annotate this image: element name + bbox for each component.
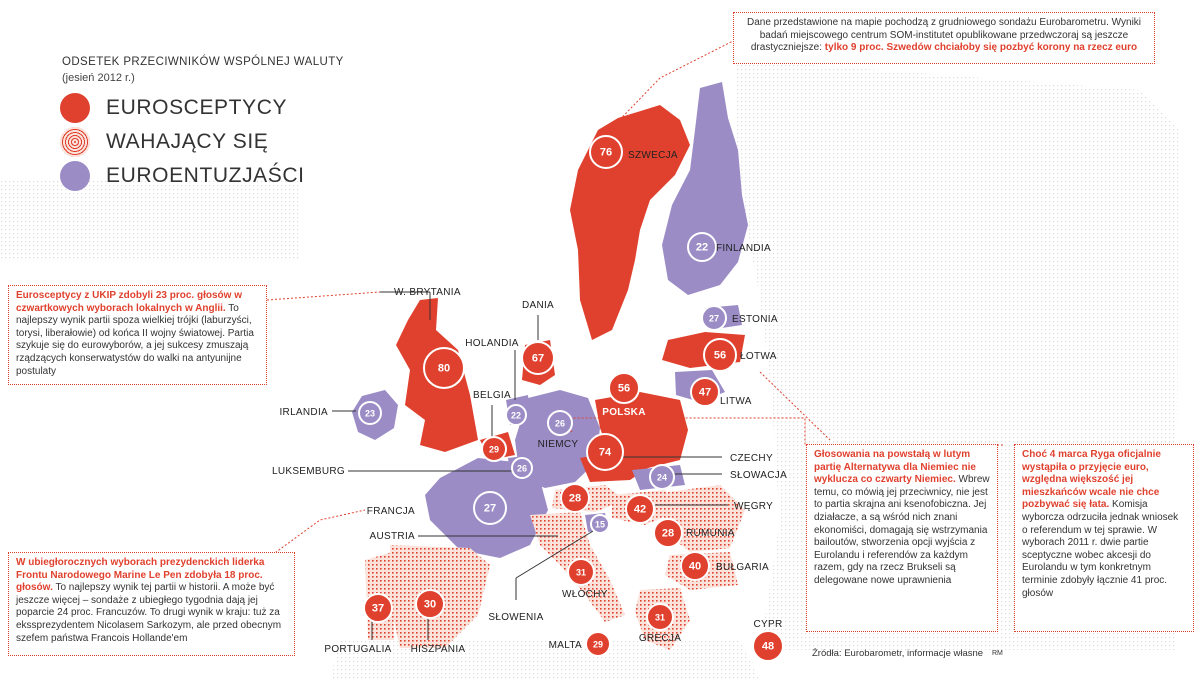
label-portugalia: PORTUGALIA xyxy=(324,644,392,655)
fr-note-highlight: W ubiegłorocznych wyborach prezydenckich liderka Frontu Narodowego Marine Le Pen zdobyła 18 proc. głosów. xyxy=(16,557,265,594)
uk-note-box xyxy=(8,285,267,385)
lv-note-box xyxy=(1014,444,1194,632)
fr-note-box xyxy=(8,552,295,656)
value-irlandia: 23 xyxy=(364,408,376,419)
value-finlandia: 22 xyxy=(695,241,709,254)
fr-note-text: To najlepszy wynik tej partii w historii. A może być jeszcze więcej – sondaże z ubiegłego tygodnia dają jej poparcie 24 proc. Francuzów. To drugi wynik w kraju: tuż za ekssprezydentem Nicolasem Sarkozym, ale przed obecnym szefem państwa Francois Hollande'em xyxy=(16,582,282,644)
de-note-box xyxy=(806,444,998,632)
legend-title: ODSETEK PRZECIWNIKÓW WSPÓLNEJ WALUTY xyxy=(62,56,344,68)
value-łotwa: 56 xyxy=(713,349,727,362)
legend-subtitle: (jesień 2012 r.) xyxy=(62,72,135,84)
legend-swatch-sceptic xyxy=(60,93,90,123)
legend-label-hesitant: WAHAJĄCY SIĘ xyxy=(106,130,269,153)
value-hiszpania: 30 xyxy=(423,598,437,611)
label-bułgaria: BUŁGARIA xyxy=(716,562,769,573)
top-note-highlight: tylko 9 proc. Szwedów chciałoby się pozbyć korony na rzecz euro xyxy=(824,42,1138,54)
de-note-text: Wbrew temu, co mówią jej przeciwnicy, nie jest to partia skrajna ani ksenofobiczna. Jej działacze, a są wśród nich znani ekonomiści, domagają się wstrzymania bailoutów, stworzenia opcji wyjścia z Eurolandu i referendów za każdym razem, gdy na rzecz Brukseli są delegowane nowe uprawnienia xyxy=(814,474,990,586)
label-malta: MALTA xyxy=(548,640,582,651)
lv-note-highlight: Choć 4 marca Ryga oficjalnie wystąpiła o przyjęcie euro, względna większość jej mieszkańców wcale nie chce pozbywać się łata. xyxy=(1022,449,1161,511)
label-cypr: CYPR xyxy=(753,619,783,630)
value-węgry: 42 xyxy=(633,503,647,516)
label-litwa: LITWA xyxy=(720,396,752,407)
label-luksemburg: LUKSEMBURG xyxy=(271,466,345,477)
label-polska: POLSKA xyxy=(602,407,646,418)
top-note-text: Dane przedstawione na mapie pochodzą z grudniowego sondażu Eurobarometru. Wyniki badań miejscowego centrum SOM-institutet opublikowane przedwczoraj są jeszcze drastyczniejsze: xyxy=(746,17,1142,54)
value-francja: 27 xyxy=(483,502,497,515)
value-portugalia: 37 xyxy=(371,602,385,615)
label-niemcy: NIEMCY xyxy=(537,439,579,450)
value-estonia: 27 xyxy=(708,313,720,324)
value-litwa: 47 xyxy=(698,386,712,399)
value-rumunia: 28 xyxy=(661,527,675,540)
legend-item-enthusiast xyxy=(60,161,305,191)
label-finlandia: FINLANDIA xyxy=(716,243,771,254)
label-szwecja: SZWECJA xyxy=(628,150,678,161)
value-słowacja: 24 xyxy=(656,472,668,483)
legend-swatch-enthusiast xyxy=(60,161,90,191)
value-słowenia: 15 xyxy=(594,519,606,530)
background-land-africa xyxy=(330,640,760,680)
label-estonia: ESTONIA xyxy=(732,314,778,325)
label-włochy: WŁOCHY xyxy=(562,589,608,600)
value-niemcy: 26 xyxy=(554,418,566,429)
connector-uk-note xyxy=(267,292,380,300)
label-holandia: HOLANDIA xyxy=(465,338,519,349)
top-note-box xyxy=(733,12,1155,64)
legend-item-sceptic xyxy=(60,93,287,123)
value-polska: 56 xyxy=(617,382,631,395)
credit: RM xyxy=(992,650,1003,657)
value-czechy: 74 xyxy=(598,446,612,459)
legend-swatch-hesitant xyxy=(60,127,90,157)
value-holandia: 22 xyxy=(510,410,522,421)
label-austria: AUSTRIA xyxy=(369,531,415,542)
uk-note-text: To najlepszy wynik partii spoza wielkiej trójki (laburzyści, torysi, liberałowie) od końca II wojny światowej. Partia szykuje się do eurowyborów, a jej sukcesy zmuszają rządzących konserwatystów do walki na antyunijne postulaty xyxy=(16,302,254,377)
label-irlandia: IRLANDIA xyxy=(279,407,328,418)
value-w-brytania: 80 xyxy=(437,362,451,375)
legend-label-enthusiast: EUROENTUZJAŚCI xyxy=(106,164,305,187)
label-łotwa: ŁOTWA xyxy=(740,351,777,362)
lv-note-text: Komisja wyborcza odrzuciła jednak wniosek o referendum w tej sprawie. W wyborach 2011 r. dwie partie sceptyczne wobec akcesji do Eurolandu w tym konkretnym terminie zdobyły łącznie 41 proc. głosów xyxy=(1022,499,1179,599)
value-dania: 67 xyxy=(531,352,545,365)
value-cypr: 48 xyxy=(761,640,775,653)
value-belgia: 29 xyxy=(488,444,500,455)
value-grecja: 31 xyxy=(654,612,666,623)
label-słowacja: SŁOWACJA xyxy=(730,470,788,481)
value-szwecja: 76 xyxy=(599,146,613,159)
uk-note-highlight: Eurosceptycy z UKIP zdobyli 23 proc. głosów w czwartkowych wyborach lokalnych w Anglii. xyxy=(16,290,242,314)
label-rumunia: RUMUNIA xyxy=(686,528,735,539)
value-austria: 28 xyxy=(568,492,582,505)
legend-item-hesitant xyxy=(60,127,268,157)
label-węgry: WĘGRY xyxy=(734,501,774,512)
value-bułgaria: 40 xyxy=(688,560,702,573)
label-grecja: GRECJA xyxy=(638,633,682,644)
source-note: Źródła: Eurobarometr, informacje własne xyxy=(812,648,984,659)
de-note-highlight: Głosowania na powstałą w lutym partię Alternatywa dla Niemiec nie wyklucza co czwarty Niemiec. xyxy=(814,449,976,486)
label-słowenia: SŁOWENIA xyxy=(488,612,544,623)
label-czechy: CZECHY xyxy=(730,453,773,464)
legend-label-sceptic: EUROSCEPTYCY xyxy=(106,96,288,119)
label-dania: DANIA xyxy=(521,300,555,311)
label-w-brytania: W. BRYTANIA xyxy=(394,287,461,298)
background-land-west xyxy=(0,180,300,260)
connector-fr-note xyxy=(272,510,365,555)
label-francja: FRANCJA xyxy=(366,506,415,517)
label-belgia: BELGIA xyxy=(473,390,511,401)
value-luksemburg: 26 xyxy=(516,463,528,474)
value-włochy: 31 xyxy=(575,567,587,578)
label-hiszpania: HISZPANIA xyxy=(410,644,466,655)
value-malta: 29 xyxy=(592,639,604,650)
